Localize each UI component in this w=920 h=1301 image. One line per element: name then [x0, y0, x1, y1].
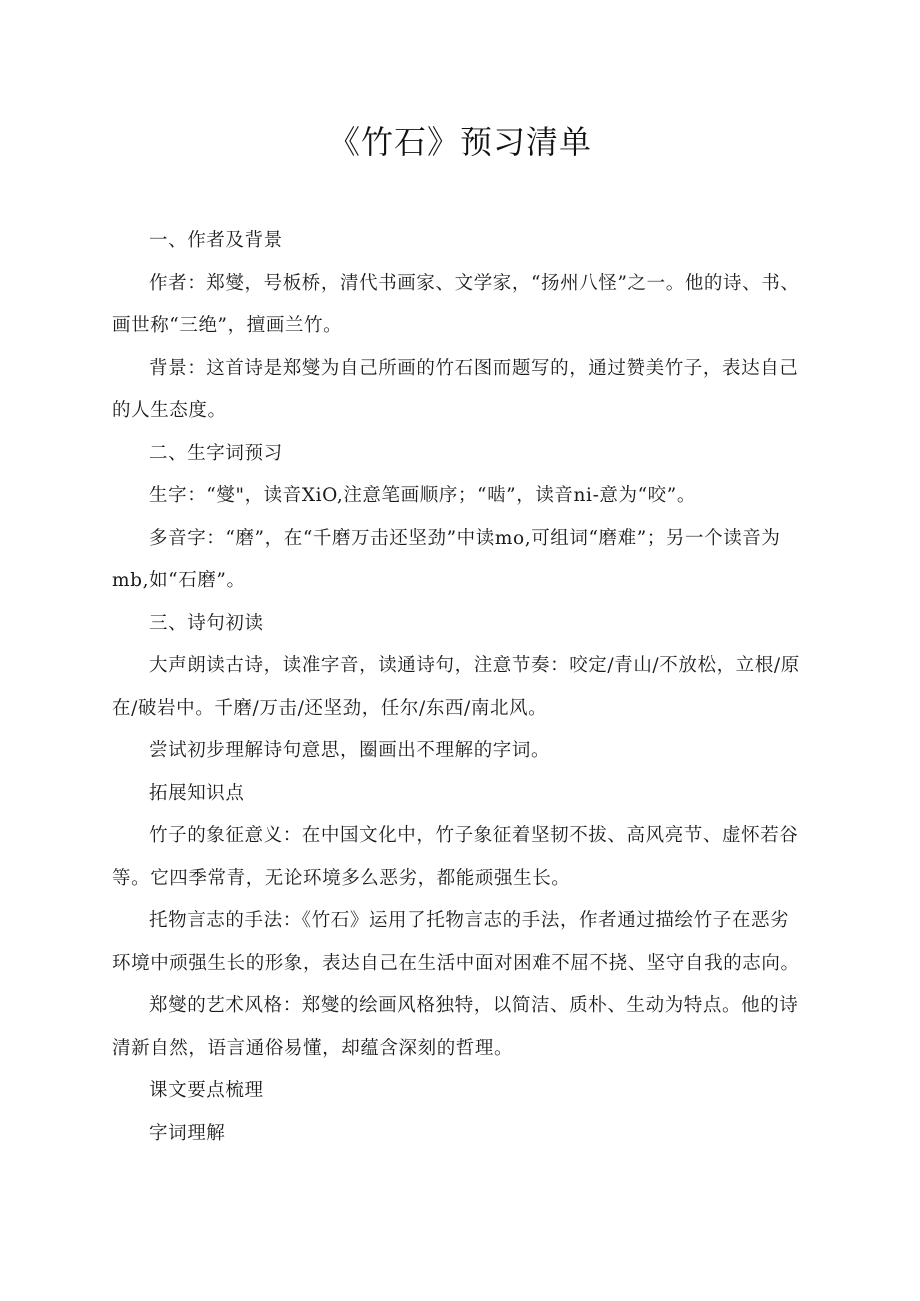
section-heading-first-reading: 三、诗句初读: [149, 612, 264, 634]
paragraph-bamboo-symbolism: 竹子的象征意义：在中国文化中，竹子象征着坚韧不拔、高风亮节、虚怀若谷等。它四季常青，无论环境多么恶劣，都能顽强生长。: [112, 825, 799, 889]
document-body: [112, 220, 802, 1155]
section-heading-key-points: 课文要点梳理: [149, 1080, 264, 1101]
section-heading-author-background: 一、作者及背景: [149, 230, 283, 251]
paragraph-understanding: 尝试初步理解诗句意思，圈画出不理解的字词。: [149, 740, 551, 761]
section-heading-word-understanding: 字词理解: [149, 1122, 226, 1144]
paragraph-art-style: 郑燮的艺术风格：郑燮的绘画风格独特，以简洁、质朴、生动为特点。他的诗清新自然，语言通俗易懂，却蕴含深刻的哲理。: [112, 995, 799, 1059]
paragraph-reading-aloud: 大声朗读古诗，读准字音，读通诗句，注意节奏：咬定/青山/不放松，立根/原在/破岩中。千磨/万击/还坚劲，任尔/东西/南北风。: [112, 655, 800, 719]
section-heading-vocabulary: 二、生字词预习: [149, 442, 283, 464]
paragraph-technique: 托物言志的手法：《竹石》运用了托物言志的手法，作者通过描绘竹子在恶劣环境中顽强生长的形象，表达自己在生活中面对困难不屈不挠、坚守自我的志向。: [112, 910, 800, 974]
paragraph-polyphonic-character: 多音字：“磨”，在“千磨万击还坚劲”中读mo,可组词“磨难”；另一个读音为mb,如“石磨”。: [112, 527, 781, 591]
paragraph-new-characters: 生字：“燮"，读音XiO,注意笔画顺序；“啮”，读音ni-意为“咬”。: [149, 485, 696, 506]
document-title: 《竹石》预习清单: [327, 123, 592, 161]
section-heading-extension: 拓展知识点: [149, 782, 245, 804]
paragraph-author: 作者：郑燮，号板桥，清代书画家、文学家，“扬州八怪”之一。他的诗、书、画世称“三绝”，擅画兰竹。: [112, 272, 800, 336]
paragraph-background: 背景：这首诗是郑燮为自己所画的竹石图而题写的，通过赞美竹子，表达自己的人生态度。: [112, 357, 799, 421]
